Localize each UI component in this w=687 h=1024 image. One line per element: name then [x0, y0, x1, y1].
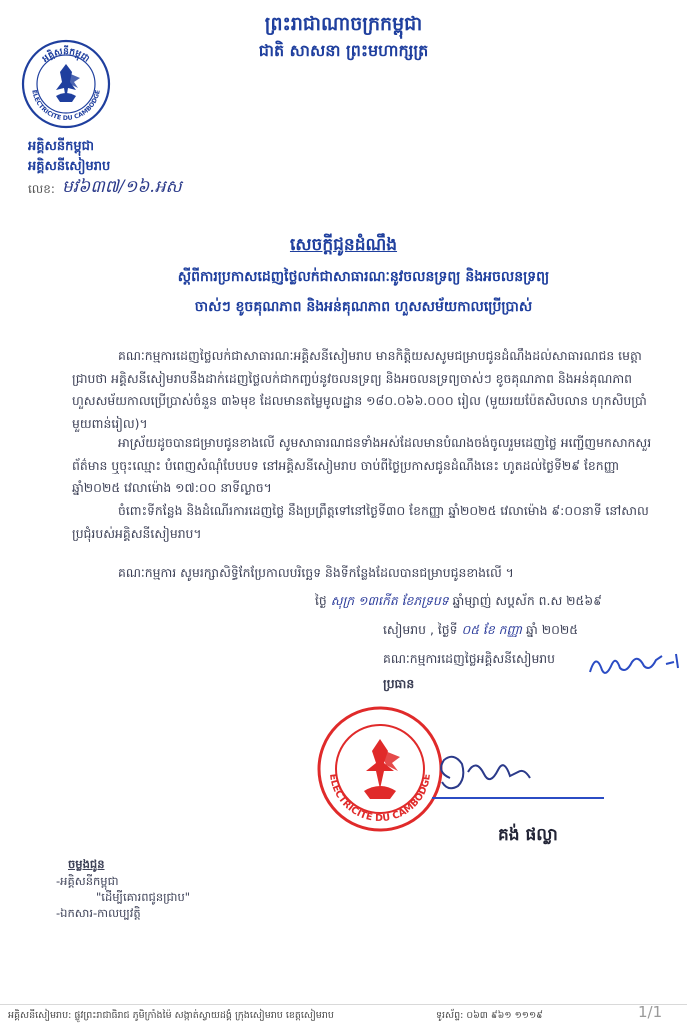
- seal-text: ELECTRICITE DU CAMBODGE: [327, 773, 433, 825]
- cc-item-3: -ឯកសារ-កាលប្បវត្តិ: [56, 906, 141, 920]
- body-paragraph-1-text: គណៈកម្មការដេញថ្លៃលក់ជាសាធារណៈអគ្គិសនីសៀមរាប មានកិត្តិយសសូមជម្រាបជូនដំណឹងដល់សាធារណជន មេត្តាជ្រាបថា អគ្គិសនីសៀមរាបនឹងដាក់ដេញថ្លៃលក់ជាកញ្ចប់នូវចលនទ្រព្យ និងអចលនទ្រព្យចាស់ៗ ខូចគុណភាព និងអន់គុណភាព ហួសសម័យកាលប្រើប្រាស់ចំនួន ៣៦មុខ ដែលមានតម្លៃមូលដ្ឋាន ១៨០.០៦៦.០០០ រៀល (មួយរយប៉ែតសិបលាន ហុកសិបប្រាំមួយពាន់រៀល)។: [72, 348, 647, 431]
- solar-date-handwritten: ០៥ ខែ កញ្ញា: [461, 622, 523, 637]
- svg-text:អគ្គិសនីកម្ពុជា: [40, 45, 91, 65]
- cc-item-2: "ដើម្បីគោរពជូនជ្រាប": [96, 890, 191, 904]
- official-seal: [316, 705, 444, 833]
- kingdom-title: ព្រះរាជាណាចក្រកម្ពុជា: [264, 13, 423, 35]
- body-paragraph-1: [72, 345, 652, 435]
- document-title: សេចក្ដីជូនដំណឹង: [289, 235, 398, 255]
- footer-phone: ទូរស័ព្ទ: ០៦៣ ៩៦១ ១១១៩: [436, 1010, 543, 1021]
- letter-number-label: លេខ:: [28, 182, 55, 196]
- footer-divider: [0, 1004, 687, 1005]
- body-paragraph-4-text: គណៈកម្មការ សូមរក្សាសិទ្ធិកែប្រែកាលបរិច្ឆេទ និងទីកន្លែងដែលបានជម្រាបជូនខាងលើ ។: [118, 565, 514, 580]
- logo-top-text: អគ្គិសនីកម្ពុជា: [40, 47, 91, 65]
- letter-number-value: មវ៦៣៧/១៦.អស: [62, 177, 182, 197]
- solar-date-suffix: ឆ្នាំ ២០២៥: [525, 622, 579, 637]
- subtitle-line-1: ស្ដីពីការប្រកាសដេញថ្លៃលក់ជាសាធារណៈនូវចលនទ្រព្យ និងអចលនទ្រព្យ: [177, 269, 550, 285]
- initial-scribble: [586, 644, 682, 684]
- lunar-date-suffix: ឆ្នាំម្សាញ់ សប្តស័ក ព.ស ២៥៦៩: [452, 593, 602, 608]
- lunar-date-prefix: ថ្ងៃ: [315, 593, 327, 608]
- committee-line: គណៈកម្មការដេញថ្លៃអគ្គិសនីសៀមរាប: [383, 651, 556, 666]
- signature: [428, 748, 558, 798]
- body-paragraph-2: [72, 432, 652, 500]
- signer-name: គង់ ផល្លា: [498, 825, 558, 845]
- lunar-date-handwritten: សុក្រ ១៣កើត ខែភទ្របទ: [330, 593, 449, 608]
- body-paragraph-3-text: ចំពោះទីកន្លែង និងដំណើរការដេញថ្លៃ នឹងប្រព្រឹត្តទៅនៅថ្ងៃទី៣០ ខែកញ្ញា ឆ្នាំ២០២៥ វេលាម៉ោង ៩:០០នាទី នៅសាលប្រជុំរបស់អគ្គិសនីសៀមរាប។: [72, 503, 649, 541]
- body-paragraph-3: [72, 500, 652, 545]
- cc-title: ចម្លងជូន: [68, 857, 105, 871]
- chair-label: ប្រធាន: [383, 676, 415, 691]
- solar-date: [383, 622, 673, 641]
- body-paragraph-2-text: អាស្រ័យដូចបានជម្រាបជូនខាងលើ សូមសាធារណជនទាំងអស់ដែលមានបំណងចង់ចូលរួមដេញថ្លៃ អញ្ជើញមកសាកសួរព័ត៌មាន ឬចុះឈ្មោះ បំពេញសំណុំបែបបទ នៅអគ្គិសនីសៀមរាប ចាប់ពីថ្ងៃប្រកាសជូនដំណឹងនេះ ហូតដល់ថ្ងៃទី២៩ ខែកញ្ញា ឆ្នាំ២០២៥ វេលាម៉ោង ១៧:០០ នាទីល្ងាច។: [72, 435, 652, 495]
- lunar-date: [315, 593, 665, 612]
- subtitle-line-2: ចាស់ៗ ខូចគុណភាព និងអន់គុណភាព ហួសសម័យកាលប្រើប្រាស់: [194, 299, 533, 315]
- page-number: 1/1: [638, 1003, 663, 1021]
- org-branch: អគ្គិសនីសៀមរាប: [28, 159, 111, 174]
- solar-date-prefix: សៀមរាប , ថ្ងៃទី: [383, 622, 458, 637]
- body-paragraph-4: [72, 562, 652, 585]
- edc-logo: [20, 38, 112, 130]
- logo-bottom-text: ELECTRICITE DU CAMBODGE: [30, 89, 102, 123]
- signature-underline: [432, 797, 604, 799]
- cc-item-1: -អគ្គិសនីកម្ពុជា: [56, 874, 119, 888]
- footer-address: អគ្គិសនីសៀមរាប: ផ្លូវព្រះរាជាធិរាជ ភូមិក្រាំងម៉ៃ សង្កាត់ស្វាយដង្គំ ក្រុងសៀមរាប ខេត្តសៀមរាប: [8, 1010, 334, 1021]
- national-motto: ជាតិ សាសនា ព្រះមហាក្សត្រ: [258, 41, 429, 60]
- org-name: អគ្គិសនីកម្ពុជា: [28, 139, 95, 154]
